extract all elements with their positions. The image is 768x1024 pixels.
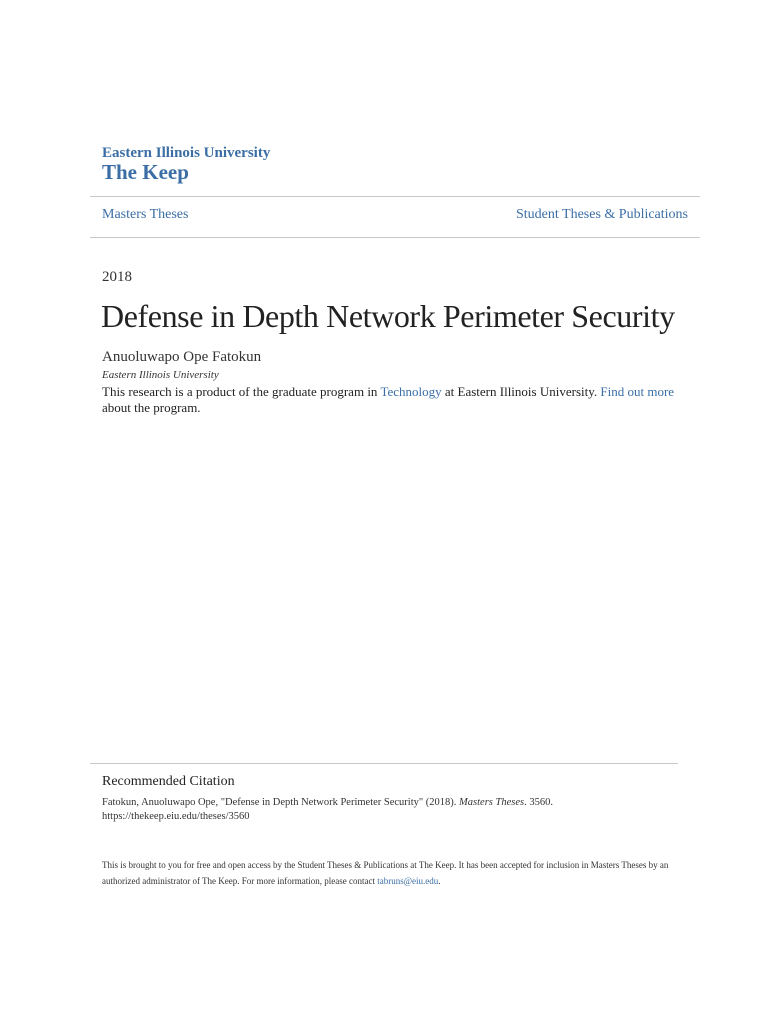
program-note-before: This research is a product of the graduate program in (102, 384, 381, 399)
series-link[interactable]: Student Theses & Publications (515, 207, 688, 222)
divider-top (90, 196, 700, 197)
citation-journal: Masters Theses (459, 797, 525, 808)
program-note-after: about the program. (102, 400, 201, 415)
citation-text-before: Fatokun, Anuoluwapo Ope, "Defense in Depth Network Perimeter Security" (2018). (102, 797, 460, 808)
institution-name[interactable]: Eastern Illinois University (102, 145, 271, 161)
divider-citation (90, 763, 678, 764)
access-note-text: This is brought to you for free and open access by the Student Theses & Publications at The Keep. It has been accepted for inclusion in Masters Theses by an authorized administrator of The Keep. For more information, please contact (102, 860, 669, 886)
author-affiliation: Eastern Illinois University (102, 369, 219, 381)
contact-email-link[interactable]: tabruns@eiu.edu (377, 876, 439, 886)
program-note (102, 384, 682, 416)
find-out-more-link[interactable]: Find out more (600, 384, 675, 399)
program-note-middle: at Eastern Illinois University. (441, 384, 601, 399)
publication-year: 2018 (102, 269, 132, 285)
author-name: Anuoluwapo Ope Fatokun (102, 349, 262, 365)
citation-url[interactable]: https://thekeep.eiu.edu/theses/3560 (102, 811, 250, 822)
open-access-note (102, 857, 702, 889)
access-note-end: . (438, 876, 441, 886)
repository-name[interactable]: The Keep (102, 160, 189, 184)
paper-title: Defense in Depth Network Perimeter Security (101, 298, 675, 334)
citation-text (102, 796, 662, 824)
citation-text-after: . 3560. (524, 797, 553, 808)
program-link[interactable]: Technology (380, 384, 442, 399)
citation-heading: Recommended Citation (102, 774, 235, 789)
divider-nav (90, 237, 700, 238)
collection-link[interactable]: Masters Theses (102, 207, 189, 222)
